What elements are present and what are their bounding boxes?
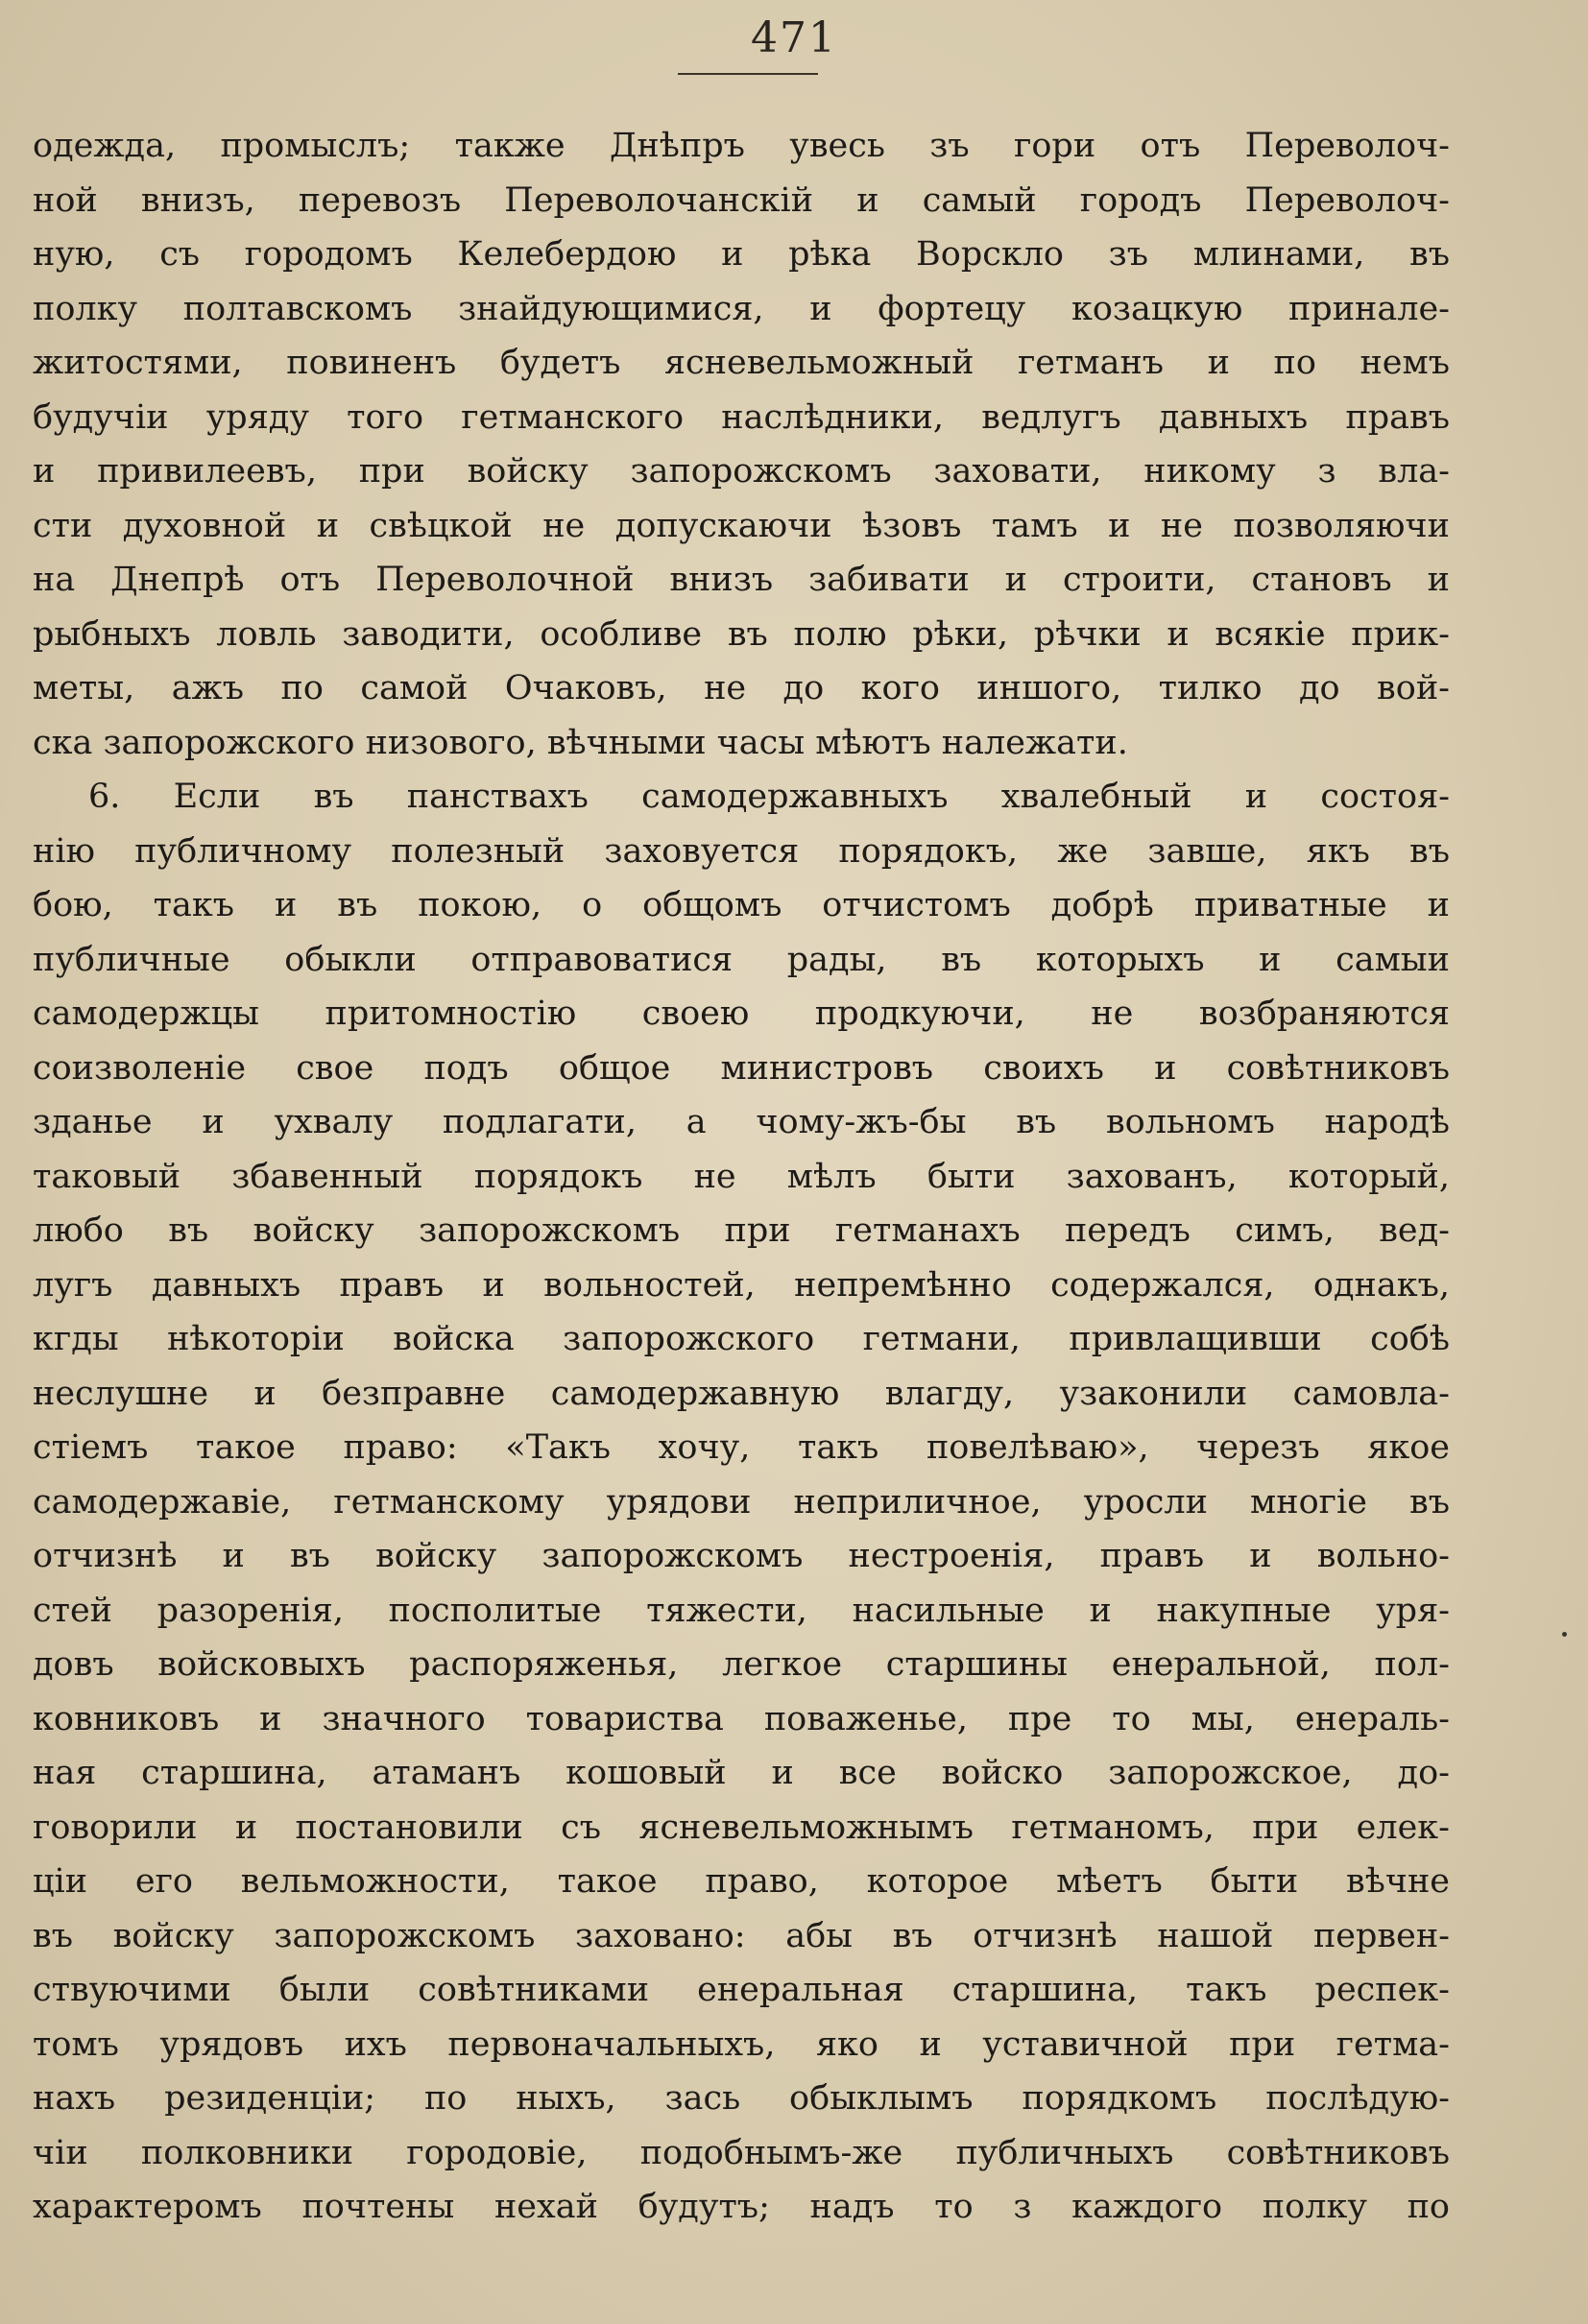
text-line: лугъ давныхъ правъ и вольностей, непремѣнно содержался, однакъ,	[33, 1265, 1450, 1305]
text-line: бою, такъ и въ покою, о общомъ отчистомъ добрѣ приватные и	[33, 886, 1450, 924]
text-line: на Днепрѣ отъ Переволочной внизъ забивати и строити, становъ и	[33, 561, 1450, 599]
text-line: въ войску запорожскомъ заховано: абы въ отчизнѣ нашой первен-	[33, 1916, 1450, 1955]
text-line: неслушне и безправне самодержавную влагду, узаконили самовла-	[33, 1374, 1450, 1413]
text-line: кгды нѣкоторіи войска запорожского гетмани, привлащивши собѣ	[33, 1320, 1450, 1358]
text-line: одежда, промыслъ; также Днѣпръ увесь зъ гори отъ Переволоч-	[33, 127, 1450, 165]
text-line: чіи полковники городовіе, подобнымъ-же публичныхъ совѣтниковъ	[33, 2133, 1450, 2172]
print-speck	[1562, 1632, 1567, 1637]
text-line: стіемъ такое право: «Такъ хочу, такъ повелѣваю», черезъ якое	[33, 1428, 1450, 1467]
text-line: характеромъ почтены нехай будутъ; надъ то з каждого полку по	[33, 2188, 1450, 2226]
text-line: довъ войсковыхъ распоряженья, легкое старшины енеральной, пол-	[33, 1645, 1450, 1684]
text-line: и привилеевъ, при войску запорожскомъ заховати, никому з вла-	[33, 452, 1450, 491]
text-line: полку полтавскомъ знайдующимися, и фортецу козацкую принале-	[33, 289, 1450, 328]
text-line: любо въ войску запорожскомъ при гетманахъ передъ симъ, вед-	[33, 1211, 1450, 1250]
header-rule	[678, 73, 818, 75]
text-line: рыбныхъ ловль заводити, особливе въ полю рѣки, рѣчки и всякіе прик-	[33, 614, 1450, 654]
text-line: таковый збавенный порядокъ не мѣлъ быти захованъ, который,	[33, 1157, 1450, 1196]
text-line: житостями, повиненъ будетъ ясневельможный гетманъ и по немъ	[33, 344, 1450, 382]
text-line: сти духовной и свѣцкой не допускаючи ѣзовъ тамъ и не позволяючи	[33, 506, 1450, 545]
text-line: ковниковъ и значного товариства поваженье, пре то мы, енераль-	[33, 1699, 1450, 1738]
body-text	[33, 119, 1450, 2235]
text-line: нахъ резиденціи; по ныхъ, зась обыклымъ порядкомъ послѣдую-	[33, 2079, 1450, 2118]
text-line: ствуючими были совѣтниками енеральная старшина, такъ респек-	[33, 1971, 1450, 2009]
page-number: 471	[751, 13, 837, 62]
text-line: стей разоренія, посполитые тяжести, насильные и накупные уря-	[33, 1591, 1450, 1630]
text-line: ціи его вельможности, такое право, которое мѣетъ быти вѣчне	[33, 1862, 1450, 1901]
text-line: соизволеніе свое подъ общое министровъ своихъ и совѣтниковъ	[33, 1048, 1450, 1088]
text-line: меты, ажъ по самой Очаковъ, не до кого иншого, тилко до вой-	[33, 669, 1450, 707]
text-line: 6. Если въ панствахъ самодержавныхъ хвалебный и состоя-	[88, 778, 1450, 816]
text-line: самодержавіе, гетманскому урядови неприличное, уросли многіе въ	[33, 1482, 1450, 1521]
text-line: отчизнѣ и въ войску запорожскомъ нестроенія, правъ и вольно-	[33, 1537, 1450, 1575]
text-line: ска запорожского низового, вѣчными часы мѣютъ належати.	[33, 723, 1128, 762]
text-line: ной внизъ, перевозъ Переволочанскій и самый городъ Переволоч-	[33, 180, 1450, 220]
text-line: томъ урядовъ ихъ первоначальныхъ, яко и уставичной при гетма-	[33, 2025, 1450, 2064]
text-line: ная старшина, атаманъ кошовый и все войско запорожское, до-	[33, 1754, 1450, 1792]
text-line: говорили и постановили съ ясневельможнымъ гетманомъ, при елек-	[33, 1808, 1450, 1847]
text-line: ную, съ городомъ Келебердою и рѣка Ворскло зъ млинами, въ	[33, 235, 1450, 274]
text-line: будучіи уряду того гетманского наслѣдники, ведлугъ давныхъ правъ	[33, 397, 1450, 437]
text-line: публичные обыкли отправоватися рады, въ которыхъ и самыи	[33, 940, 1450, 979]
text-line: зданье и ухвалу подлагати, а чому-жъ-бы въ вольномъ народѣ	[33, 1103, 1450, 1141]
text-line: самодержцы притомностію своею продкуючи, не возбраняются	[33, 994, 1450, 1033]
text-line: нію публичному полезный заховуется порядокъ, же завше, якъ въ	[33, 831, 1450, 871]
